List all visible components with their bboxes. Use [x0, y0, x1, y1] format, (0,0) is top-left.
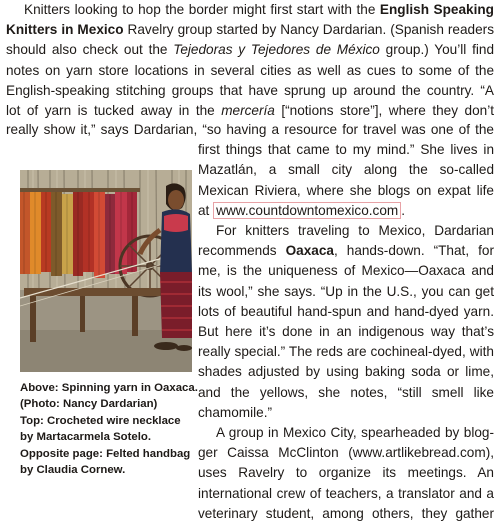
group-name-english-cont: Knitters in Mexico: [6, 22, 124, 38]
photo-caption: [20, 380, 196, 478]
merceria-term: mercería: [221, 103, 275, 119]
countdowntomexico-link[interactable]: www.countdowntomexico.com: [213, 202, 401, 219]
caption-line: Top: Crocheted wire necklace: [20, 414, 181, 427]
oaxaca-term: Oaxaca: [285, 243, 334, 259]
col-line-5: at www.countdowntomexico.com .: [198, 202, 405, 218]
caption-line: by Martacarmela Sotelo.: [20, 431, 152, 444]
paragraph-3: A group in Mexico City, spearheaded by blog-ger Caissa McClinton (www.artlikebread.com), uses Ravelry to organize its meetings. An international crew of teachers, a translator and a veterinary student, among others, they gather: [198, 425, 494, 521]
col-line-1: really show it,” says Dardarian, “so having a resource for travel was one of the: [6, 122, 494, 137]
paragraph-2: For knitters traveling to Mexico, Dardarian recommends Oaxaca, hands-down. “That, for me, is the uniqueness of Mexico—Oaxaca and its wool,” she says. “Up in the U.S., you can get lots of beautiful hand-spun and hand-dyed yarn. But here it’s done in an indigenous way that’s really special.” The reds are cochineal-dyed, with shades adjusted by using baking soda or lime, and the yellows, she notes, “still smell like chamomile.”: [198, 223, 494, 420]
intro-line-1: Knitters looking to hop the border might first start with the English Speaking: [24, 2, 494, 17]
paragraph-1-cont: [6, 120, 494, 140]
caption-line: by Claudia Cornew.: [20, 464, 126, 477]
intro-line-2: Knitters in Mexico Ravelry group started by Nancy Dardarian. (Spanish readers: [6, 22, 494, 38]
caption-line: Above: Spinning yarn in Oaxaca.: [20, 382, 198, 394]
intro-line-5: English-speaking stitching groups that have sprung up around the country. “A: [6, 82, 494, 98]
col-line-2: first things that came to my mind.” She lives in: [198, 142, 494, 158]
intro-line-6: lot of yarn is tucked away in the mercería [“notions store”], where they don’t: [6, 103, 494, 119]
intro-line-4: notes on yarn store locations in several cities as well as cues to some of the: [6, 62, 494, 78]
caption-line: (Photo: Nancy Dardarian): [20, 398, 158, 411]
caption-line: Opposite page: Felted handbag: [20, 447, 191, 460]
group-name-spanish: Tejedoras y Tejedores de México: [173, 42, 380, 58]
spinning-yarn-photo-art: [20, 170, 192, 372]
col-line-4: Mexican Riviera, where she blogs on expat life: [198, 182, 494, 198]
spinning-yarn-photo: [20, 170, 192, 372]
group-name-english: English Speaking: [379, 2, 494, 17]
intro-line-3: should also check out the Tejedoras y Tejedores de México group.) You’ll find: [6, 42, 495, 58]
col-line-3: Mazatlán, a small city along the so-called: [198, 162, 494, 178]
intro-paragraph: [6, 0, 494, 121]
